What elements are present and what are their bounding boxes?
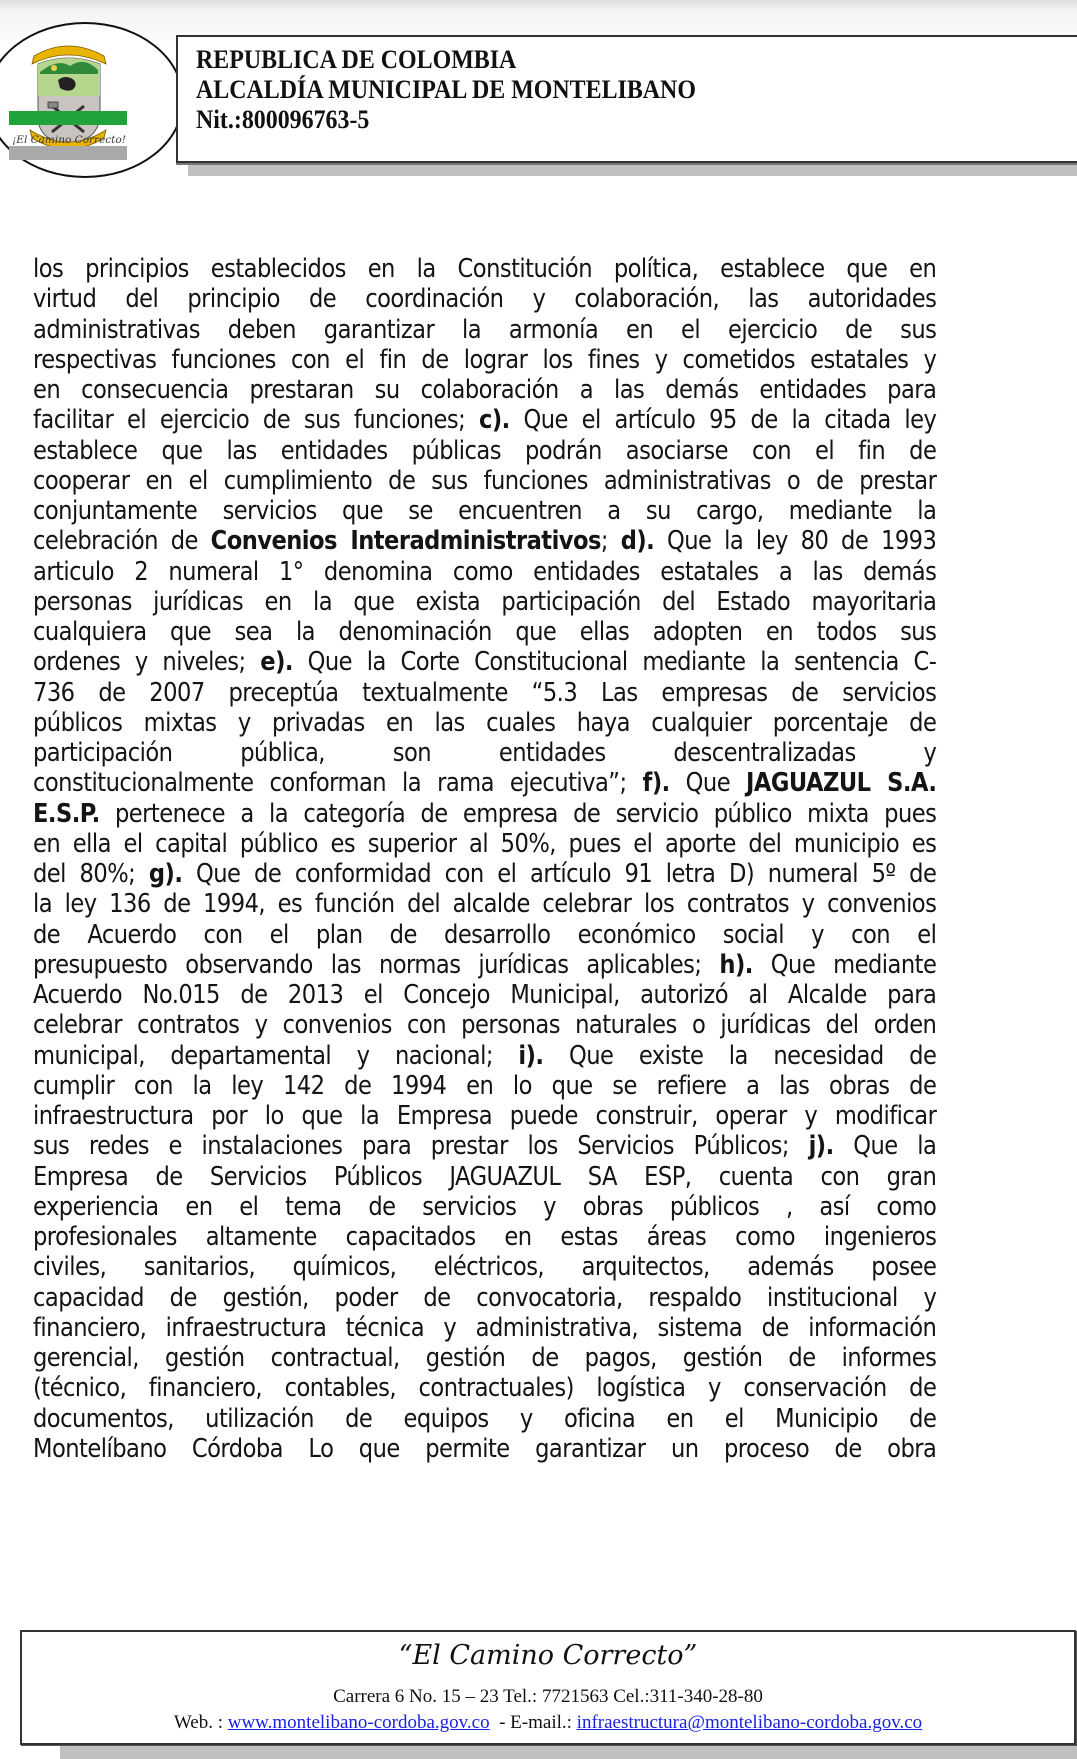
web-label: Web. :	[173, 1712, 228, 1733]
text-run: personas jurídicas en la que exista participación del Estado mayoritaria	[33, 585, 937, 616]
body-line	[33, 465, 936, 495]
text-run: profesionales altamente capacitados en estas áreas como ingenieros	[33, 1221, 937, 1251]
body-line	[33, 1282, 936, 1312]
body-line	[33, 919, 936, 949]
text-run: Que mediante	[752, 948, 937, 979]
body-line	[33, 737, 936, 767]
body-line	[33, 1130, 936, 1160]
bold-text: h).	[719, 948, 753, 979]
footer-address: Carrera 6 No. 15 – 23 Tel.: 7721563 Cel.:311-340-28-80	[333, 1686, 763, 1707]
body-line	[33, 1040, 936, 1070]
body-line	[33, 616, 936, 646]
document-body	[33, 253, 1048, 1463]
text-run: respectivas funciones con el fin de lograr los fines y cometidos estatales y	[33, 343, 937, 374]
text-run: cualquiera que sea la denominación que ellas adopten en todos sus	[33, 616, 937, 646]
body-line	[33, 1161, 936, 1191]
body-line	[33, 344, 936, 374]
text-run: Que el artículo 95 de la citada ley	[509, 404, 937, 435]
page-top-edge	[0, 0, 1077, 10]
bold-text: Convenios Interadministrativos	[210, 525, 601, 556]
website-link[interactable]: www.montelibano-cordoba.gov.co	[227, 1712, 490, 1733]
body-line	[33, 767, 936, 797]
bold-text: d).	[620, 525, 655, 556]
text-run: públicos mixtas y privadas en las cuales haya cualquier porcentaje de	[33, 706, 937, 737]
body-line	[33, 1312, 936, 1342]
text-run: municipal, departamental y nacional;	[33, 1039, 519, 1070]
letterhead-box	[176, 35, 1077, 163]
text-run: experiencia en el tema de servicios y obras públicos , así como	[33, 1190, 937, 1221]
country-name: REPUBLICA DE COLOMBIA	[196, 45, 517, 74]
text-run: cumplir con la ley 142 de 1994 en lo que se refiere a las obras de	[33, 1069, 937, 1100]
text-run: civiles, sanitarios, químicos, eléctricos, arquitectos, además posee	[33, 1251, 937, 1282]
body-line	[33, 1100, 936, 1130]
body-line	[33, 677, 936, 707]
text-run: (técnico, financiero, contables, contractuales) logística y conservación de	[33, 1372, 937, 1403]
bold-text: e).	[260, 646, 293, 677]
bold-text: i).	[518, 1039, 544, 1070]
text-run: articulo 2 numeral 1° denomina como entidades estatales a las demás	[33, 555, 937, 586]
nit-number: Nit.:800096763-5	[196, 105, 370, 134]
body-line	[33, 646, 936, 676]
bold-text: g).	[148, 858, 183, 888]
text-run: sus redes e instalaciones para prestar los Servicios Públicos;	[33, 1130, 809, 1161]
text-run: documentos, utilización de equipos y oficina en el Municipio de	[33, 1402, 937, 1433]
text-run: Que	[669, 767, 747, 798]
logo-gray-band	[9, 146, 127, 160]
text-run: Que de conformidad con el artículo 91 letra D) numeral 5º de	[182, 858, 937, 888]
text-run: en ella el capital público es superior al 50%, pues el aporte del municipio es	[33, 827, 937, 858]
text-run: Que la	[833, 1130, 937, 1161]
body-line	[33, 525, 936, 555]
text-run: celebración de	[33, 525, 211, 556]
text-run: ;	[600, 525, 621, 556]
bold-text: f).	[642, 767, 670, 798]
text-run: participación pública, son entidades descentralizadas y	[33, 737, 937, 767]
text-run: conjuntamente servicios que se encuentren a su cargo, mediante la	[33, 495, 937, 525]
text-run: en consecuencia prestaran su colaboración a las demás entidades para	[33, 374, 937, 404]
body-line	[33, 556, 936, 586]
body-line	[33, 314, 936, 344]
body-line	[33, 253, 936, 283]
body-line	[33, 374, 936, 404]
body-line	[33, 1191, 936, 1221]
body-line	[33, 979, 936, 1009]
letterhead-text	[196, 45, 696, 135]
body-line	[33, 1251, 936, 1281]
text-run: gerencial, gestión contractual, gestión de pagos, gestión de informes	[33, 1342, 937, 1372]
body-line	[33, 1221, 936, 1251]
body-line	[33, 586, 936, 616]
body-line	[33, 283, 936, 313]
body-line	[33, 798, 936, 828]
text-run: presupuesto observando las normas jurídicas aplicables;	[33, 948, 720, 979]
text-run: de Acuerdo con el plan de desarrollo económico social y con el	[33, 918, 937, 949]
text-run: financiero, infraestructura técnica y administrativa, sistema de información	[33, 1311, 937, 1342]
bold-text: JAGUAZUL S.A.	[746, 767, 937, 798]
text-run: Que la ley 80 de 1993	[654, 525, 937, 556]
text-run: Montelíbano Córdoba Lo que permite garantizar un proceso de obra	[33, 1432, 937, 1463]
body-line	[33, 949, 936, 979]
text-run: Acuerdo No.015 de 2013 el Concejo Municipal, autorizó al Alcalde para	[33, 979, 937, 1009]
body-line	[33, 888, 936, 918]
body-line	[33, 858, 936, 888]
body-line	[33, 495, 936, 525]
body-line	[33, 404, 936, 434]
footer-contact	[22, 1712, 1074, 1734]
text-run: constitucionalmente conforman la rama ejecutiva”;	[33, 767, 643, 798]
text-run: Que existe la necesidad de	[543, 1039, 937, 1070]
body-line	[33, 1342, 936, 1372]
bold-text: j).	[808, 1130, 834, 1161]
text-run: ordenes y niveles;	[33, 646, 261, 677]
body-line	[33, 435, 936, 465]
text-run: virtud del principio de coordinación y colaboración, las autoridades	[33, 283, 937, 314]
header-box-shadow	[188, 162, 1077, 176]
logo-motto: ¡El Camino Correcto!	[12, 134, 126, 146]
body-line	[33, 1403, 936, 1433]
municipality-name: ALCALDÍA MUNICIPAL DE MONTELIBANO	[196, 75, 696, 104]
text-run: Que la Corte Constitucional mediante la sentencia C-	[292, 646, 937, 677]
body-line	[33, 1433, 936, 1463]
text-run: capacidad de gestión, poder de convocatoria, respaldo institucional y	[33, 1281, 937, 1312]
body-line	[33, 1009, 936, 1039]
email-label: - E-mail.:	[489, 1712, 577, 1733]
body-line	[33, 828, 936, 858]
footer-box	[20, 1630, 1076, 1745]
body-line	[33, 707, 936, 737]
logo-green-band	[9, 111, 127, 125]
text-run: los principios establecidos en la Constitución política, establece que en	[33, 253, 937, 283]
text-run: 736 de 2007 preceptúa textualmente “5.3 Las empresas de servicios	[33, 676, 937, 707]
body-line	[33, 1372, 936, 1402]
text-run: Empresa de Servicios Públicos JAGUAZUL SA ESP, cuenta con gran	[33, 1160, 937, 1191]
footer-box-shadow	[60, 1744, 1077, 1759]
text-run: cooperar en el cumplimiento de sus funciones administrativas o de prestar	[33, 464, 937, 495]
text-run: celebrar contratos y convenios con personas naturales o jurídicas del orden	[33, 1009, 937, 1040]
text-run: administrativas deben garantizar la armonía en el ejercicio de sus	[33, 313, 937, 344]
text-run: infraestructura por lo que la Empresa puede construir, operar y modificar	[33, 1100, 937, 1130]
email-link[interactable]: infraestructura@montelibano-cordoba.gov.co	[576, 1712, 923, 1733]
text-run: del 80%;	[33, 858, 149, 888]
text-run: facilitar el ejercicio de sus funciones;	[33, 404, 480, 435]
bold-text: c).	[479, 404, 510, 435]
footer-slogan: “El Camino Correcto”	[398, 1640, 698, 1671]
text-run: establece que las entidades públicas podrán asociarse con el fin de	[33, 434, 937, 465]
bold-text: E.S.P.	[33, 797, 100, 828]
text-run: pertenece a la categoría de empresa de servicio público mixta pues	[99, 797, 937, 828]
text-run: la ley 136 de 1994, es función del alcalde celebrar los contratos y convenios	[33, 888, 937, 919]
body-line	[33, 1070, 936, 1100]
